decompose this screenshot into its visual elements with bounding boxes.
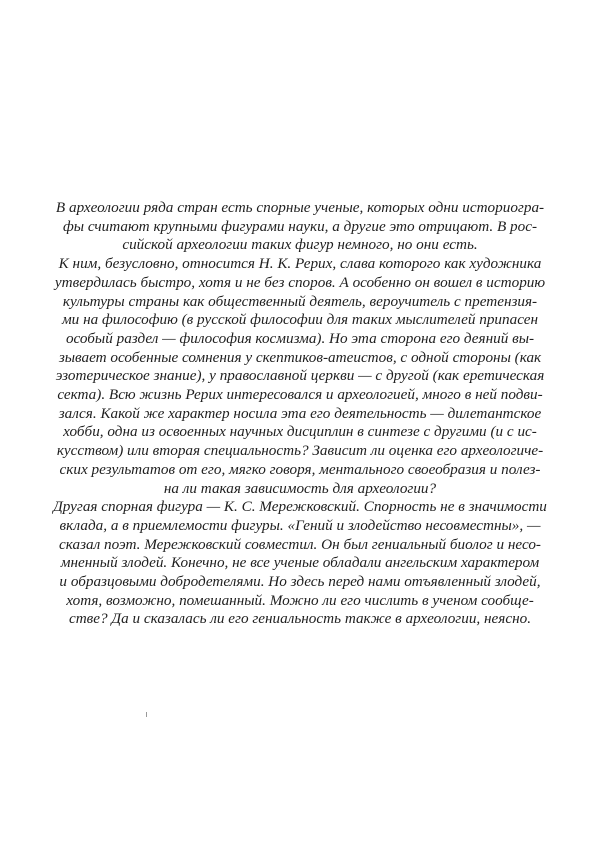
text-line: ских результатов от его, мягко говоря, ментального своеобразия и полез- <box>59 460 541 478</box>
text-line: зался. Какой же характер носила эта его деятельность — дилетантское <box>58 404 542 422</box>
text-line: Другая спорная фигура — К. С. Мережковский. Спорность не в значимости <box>53 498 547 516</box>
text-line: стве? Да и сказалась ли его гениальность также в археологии, неясно. <box>68 610 532 628</box>
text-line: секта). Всю жизнь Рерих интересовался и археологией, много в ней подви- <box>57 386 543 404</box>
body-text <box>50 199 550 629</box>
text-line: сийской археологии таких фигур немного, но они есть. <box>122 236 478 254</box>
text-line: фы считают крупными фигурами науки, а другие это отрицают. В рос- <box>62 217 538 235</box>
text-line: ми на философию (в русской философии для таких мыслителей припасен <box>61 311 539 329</box>
text-line: К ним, безусловно, относится Н. К. Рерих, слава которого как художника <box>58 255 542 273</box>
text-line: мненный злодей. Конечно, не все ученые обладали ангельским характером <box>60 554 540 572</box>
text-line: на ли такая зависимость для археологии? <box>163 479 437 497</box>
text-line: зывает особенные сомнения у скептиков-атеистов, с одной стороны (как <box>58 348 542 366</box>
text-line: кусством) или вторая специальность? Зависит ли оценка его археологиче- <box>56 442 544 460</box>
text-line: эзотерическое знание), у православной церкви — с другой (как еретическая <box>55 367 545 385</box>
text-line: утвердилась быстро, хотя и не без споров. А особенно он вошел в историю <box>54 273 546 291</box>
text-line: вклада, а в приемлемости фигуры. «Гений и злодейство несовместны», — <box>59 516 541 534</box>
text-line: особый раздел — философия космизма). Но эта сторона его деяний вы- <box>65 329 535 347</box>
text-line: В археологии ряда стран есть спорные ученые, которых одни историогра- <box>55 199 545 216</box>
text-line: сказал поэт. Мережковский совместил. Он был гениальный биолог и несо- <box>59 535 541 553</box>
text-line: и образцовыми добродетелями. Но здесь перед нами отъявленный злодей, <box>59 573 541 591</box>
page-mark <box>146 712 147 717</box>
text-line: хотя, возможно, помешанный. Можно ли его числить в ученом сообще- <box>66 591 534 609</box>
text-line: хобби, одна из освоенных научных дисциплин в синтезе с другими (и с ис- <box>63 423 537 441</box>
text-line: культуры страны как общественный деятель, вероучитель с претензия- <box>62 292 538 310</box>
